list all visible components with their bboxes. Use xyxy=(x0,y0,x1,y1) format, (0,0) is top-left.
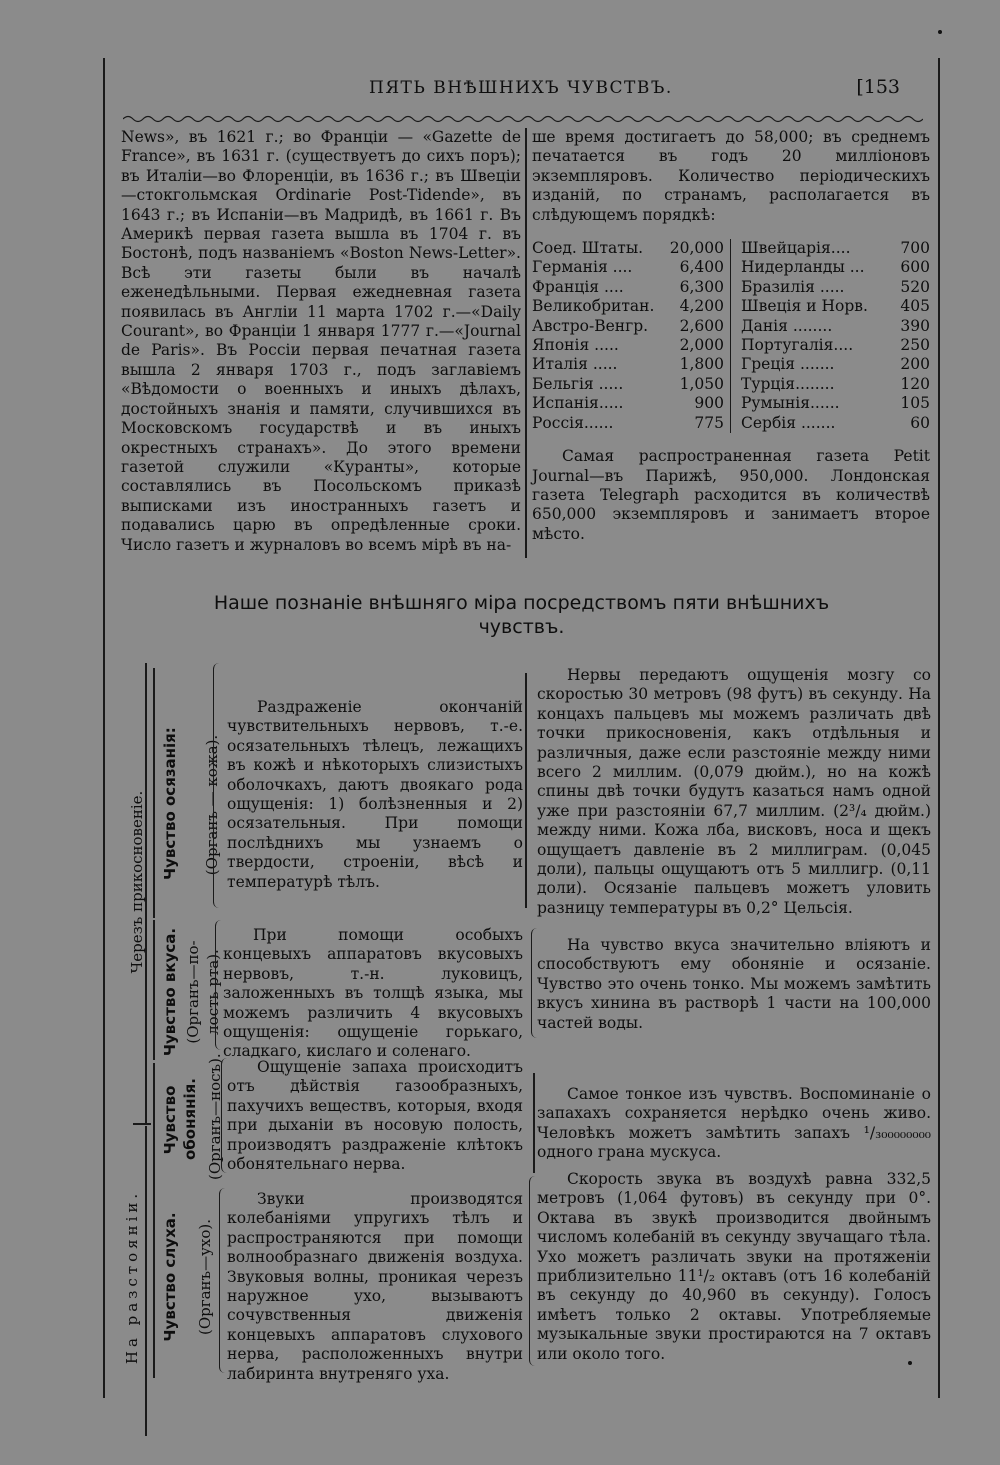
table-row: Австро-Венгр. 2,600 xyxy=(532,316,724,335)
touch-sense-label: Чувство осязанія: xyxy=(161,727,179,880)
largest-newspapers-paragraph: Самая распространенная газета Petit Journal—въ Парижѣ, 950,000. Лондонская газета Telegraph расходится въ количествѣ 650,000 экземпляровъ и занимаетъ второе мѣсто. xyxy=(532,447,930,543)
table-row: Швейцарія.... 700 xyxy=(741,239,930,258)
taste-sense-label: Чувство вкуса. xyxy=(161,927,179,1057)
smell-sense-label-1: Чувство xyxy=(161,1085,179,1155)
periodicals-table xyxy=(532,239,930,433)
table-row: Германія .... 6,400 xyxy=(532,258,724,277)
table-row: Турція........ 120 xyxy=(741,374,930,393)
table-row: Португалія.... 250 xyxy=(741,336,930,355)
smell-organ-label: (Органъ—носъ). xyxy=(206,1053,224,1180)
periodicals-table-left xyxy=(532,239,731,433)
table-row: Румынія...... 105 xyxy=(741,394,930,413)
print-speck xyxy=(908,1361,912,1365)
table-row: Нидерланды ... 600 xyxy=(741,258,930,277)
taste-organ-label-2: лость рта). xyxy=(204,949,222,1035)
taste-description: При помощи особыхъ концевыхъ аппаратовъ вкусовыхъ нервовъ, т.-н. луковицъ, заложенныхъ въ толщѣ языка, мы можемъ различить 4 вкусовыхъ ощущенія: ощущеніе горькаго, сладкаго, кислаго и соленаго. xyxy=(223,926,523,1061)
table-row: Франція .... 6,300 xyxy=(532,277,724,296)
table-row: Великобритан. 4,200 xyxy=(532,297,724,316)
table-row: Испанія..... 900 xyxy=(532,394,724,413)
periodicals-intro: ше время достигаетъ до 58,000; въ среднемъ печатается въ годъ 20 милліоновъ экземпляровъ. Количество періодическихъ изданій, по странамъ, располагается въ слѣдующемъ порядкѣ: xyxy=(532,128,930,224)
table-row: Россія...... 775 xyxy=(532,413,724,432)
column-divider xyxy=(525,128,527,558)
taste-organ-label-1: (Органъ—по- xyxy=(184,940,202,1044)
touch-note: Нервы передаютъ ощущенія мозгу со скоростью 30 метровъ (98 футъ) въ секунду. На концахъ пальцевъ мы можемъ различать двѣ точки прикосновенія, какъ отдѣльныя и различныя, даже если разстояніе между ними всего 2 миллим. (0,079 дюйм.), но на кожѣ спины двѣ точки будутъ казаться намъ одной уже при разстояніи 67,7 миллим. (2³/₄ дюйм.) между ними. Кожа лба, висковъ, носа и щекъ ощущаетъ давленіе въ 2 миллиграм. (0,045 доли), пальцы ощущаютъ отъ 5 миллигр. (0,11 доли). Осязаніе пальцевъ можетъ уловить разницу температуры въ 0,2° Цельсія. xyxy=(537,666,931,917)
section-title: Наше познаніе внѣшняго міра посредствомъ пяти внѣшнихъ чувствъ. xyxy=(213,592,830,638)
left-text-column xyxy=(121,128,521,555)
touch-separator xyxy=(525,673,527,908)
right-text-column xyxy=(532,128,930,544)
table-row: Швеція и Норв. 405 xyxy=(741,297,930,316)
periodicals-table-right xyxy=(731,239,930,433)
table-row: Италія ..... 1,800 xyxy=(532,355,724,374)
hearing-description: Звуки производятся колебаніями упругихъ тѣлъ и распространяются при помощи волнообразнаго движенія воздуха. Звуковыя волны, проникая черезъ наружное ухо, вызываютъ сочувственныя движенія концевыхъ аппаратовъ слухового нерва, расположенныхъ внутри лабиринта внутреняго уха. xyxy=(227,1190,523,1383)
hearing-organ-label: (Органъ—ухо). xyxy=(196,1218,214,1336)
label-distance: На разстояніи. xyxy=(123,1189,141,1365)
table-row: Японія ..... 2,000 xyxy=(532,336,724,355)
hearing-note: Скорость звука въ воздухѣ равна 332,5 метровъ (1,064 футовъ) въ секунду при 0°. Октава въ звукѣ производится двойнымъ числомъ колебаній въ секунду звучащаго тѣла. Ухо можетъ различать звуки на протяженіи приблизительно 11¹/₂ октавъ (отъ 16 колебаній въ секунду до 40,960 въ секунду). Голосъ имѣетъ только 2 октавы. Употребляемые музыкальные звуки простираются на 7 октавъ или около того. xyxy=(537,1170,931,1363)
label-contact: Черезъ прикосновеніе. xyxy=(128,790,146,974)
taste-note: На чувство вкуса значительно вліяютъ и способствуютъ ему обоняніе и осязаніе. Чувство это очень тонко. Мы можемъ замѣтить вкусъ хинина въ растворѣ 1 части на 100,000 частей воды. xyxy=(537,936,931,1032)
page-number: [153 xyxy=(856,76,900,98)
page-header xyxy=(105,76,938,108)
touch-description: Раздраженіе окончаній чувствительныхъ нервовъ, т.-е. осязательныхъ тѣлецъ, лежащихъ въ кожѣ и нѣкоторыхъ слизистыхъ оболочкахъ, даютъ двоякаго рода ощущенія: 1) болѣзненныя и 2) осязательныя. При помощи послѣднихъ мы узнаемъ о твердости, строеніи, вѣсѣ и температурѣ тѣлъ. xyxy=(227,698,523,891)
print-speck xyxy=(938,30,942,34)
smell-note: Самое тонкое изъ чувствъ. Воспоминаніе о запахахъ сохраняется нерѣдко очень живо. Человѣкъ можетъ замѣтить запахъ ¹/₃₀₀₀₀₀₀₀₀ одного грана мускуса. xyxy=(537,1085,931,1162)
newspaper-history-paragraph: News», въ 1621 г.; во Франціи — «Gazette de France», въ 1631 г. (существуетъ до сихъ поръ); въ Италіи—во Флоренціи, въ 1636 г.; въ Швеціи—стокгольмская Ordinarie Post-Tidende», въ 1643 г.; въ Испаніи—въ Мадридѣ, въ 1661 г. Въ Америкѣ первая газета вышла въ 1704 г. въ Бостонѣ, подъ названіемъ «Boston News-Letter». Всѣ эти газеты были въ началѣ еженедѣльными. Первая ежедневная газета появилась въ Англіи 11 марта 1702 г.—«Daily Courant», во Франціи 1 января 1777 г.—«Journal de Paris». Въ Россіи первая печатная газета вышла 2 января 1703 г., подъ заглавіемъ «Вѣдомости о военныхъ и иныхъ дѣлахъ, достойныхъ знанія и памяти, случившихся въ Московскомъ государствѣ и въ иныхъ окрестныхъ странахъ». До этого времени газетой служили «Куранты», которые составлялись въ Посольскомъ приказѣ выписками изъ иностранныхъ газетъ и подавались царю въ опредѣленные сроки. Число газетъ и журналовъ во всемъ мірѣ въ на- xyxy=(121,128,521,554)
smell-sense-label-2: обонянія. xyxy=(181,1078,199,1160)
table-row: Соед. Штаты. 20,000 xyxy=(532,239,724,258)
smell-separator xyxy=(533,1073,535,1173)
table-row: Бельгія ..... 1,050 xyxy=(532,374,724,393)
hearing-sense-label: Чувство слуха. xyxy=(161,1212,179,1342)
wavy-rule xyxy=(123,114,923,124)
touch-brace xyxy=(213,663,222,908)
touch-bracket xyxy=(153,668,155,918)
book-page xyxy=(103,58,940,1398)
table-row: Бразилія ..... 520 xyxy=(741,277,930,296)
table-row: Греція ....... 200 xyxy=(741,355,930,374)
touch-organ-label: (Органъ — кожа). xyxy=(203,734,221,876)
table-row: Данія ........ 390 xyxy=(741,316,930,335)
smell-description: Ощущеніе запаха происходитъ отъ дѣйствія газообразныхъ, пахучихъ веществъ, которыя, входя при дыханіи въ носовую полость, производятъ раздраженіе клѣтокъ обонятельнаго нерва. xyxy=(227,1058,523,1174)
table-row: Сербія ....... 60 xyxy=(741,413,930,432)
running-title: ПЯТЬ ВНѢШНИХЪ ЧУВСТВЪ. xyxy=(369,78,673,98)
